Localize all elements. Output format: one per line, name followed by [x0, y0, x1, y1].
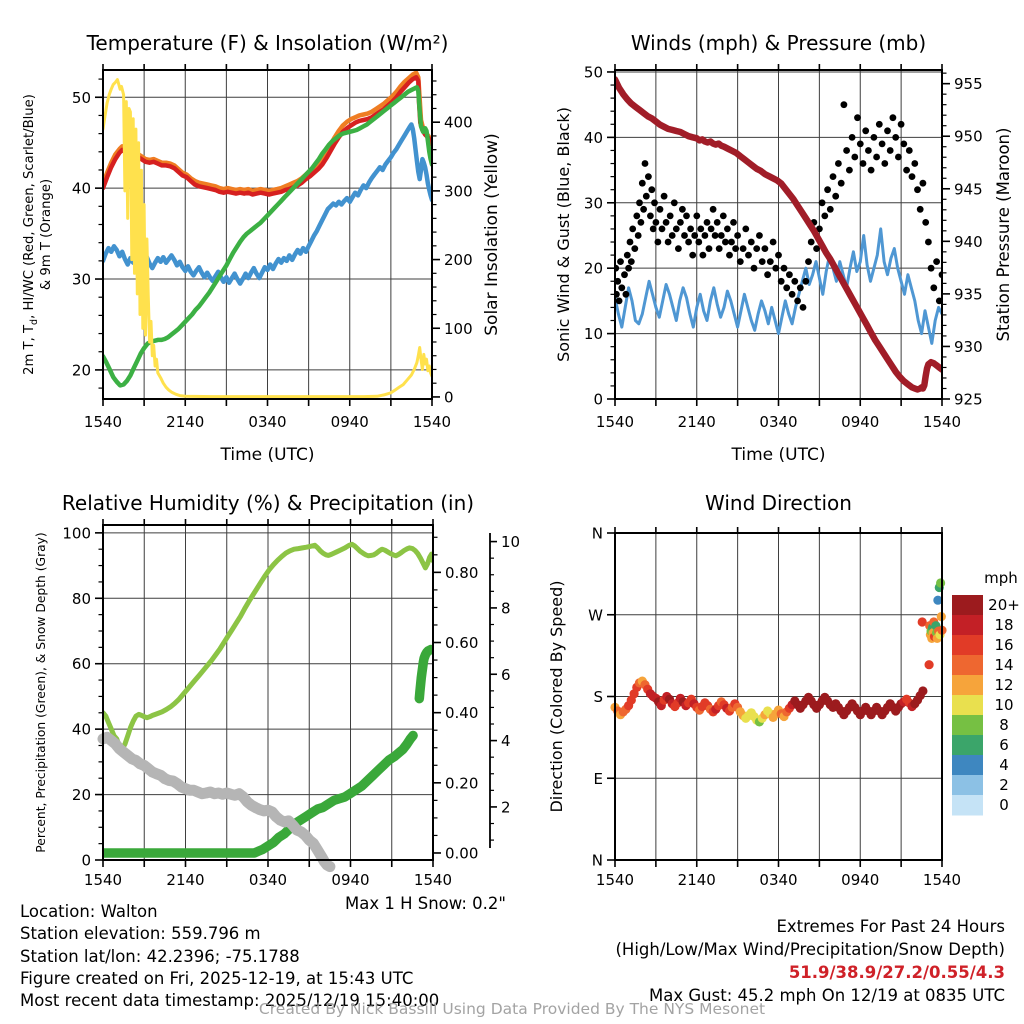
svg-text:40: 40: [583, 128, 603, 147]
svg-text:50: 50: [583, 63, 603, 82]
svg-text:100: 100: [444, 319, 473, 338]
data-timestamp-line: Most recent data timestamp: 2025/12/19 15:40:00: [20, 991, 440, 1011]
chart-svg-temp: [0, 0, 512, 480]
extremes-subtitle: (High/Low/Max Wind/Precipitation/Snow Depth): [615, 940, 1005, 959]
svg-text:Station Pressure (Maroon): Station Pressure (Maroon): [994, 127, 1013, 342]
svg-text:1540: 1540: [412, 413, 452, 431]
svg-text:1540: 1540: [922, 871, 962, 889]
svg-text:955: 955: [954, 75, 983, 94]
svg-text:2140: 2140: [166, 413, 205, 431]
svg-text:20: 20: [583, 259, 603, 278]
svg-text:0: 0: [81, 851, 91, 870]
svg-text:0340: 0340: [759, 413, 798, 431]
max-gust-line: Max Gust: 45.2 mph On 12/19 at 0835 UTC: [649, 986, 1005, 1005]
svg-text:20: 20: [71, 786, 91, 805]
chart-svg-wind: [512, 0, 1024, 480]
station-info-block: [20, 901, 439, 1012]
svg-text:2: 2: [501, 798, 511, 817]
svg-text:1540: 1540: [83, 871, 123, 889]
svg-text:20+: 20+: [988, 596, 1020, 614]
extremes-values: 51.9/38.9/27.2/0.55/4.3: [788, 963, 1005, 982]
svg-text:N: N: [591, 851, 603, 870]
figure-created-line: Figure created on Fri, 2025-12-19, at 15:43 UTC: [20, 968, 414, 988]
chart-humidity-precipitation: [0, 480, 520, 905]
svg-text:Solar Insolation (Yellow): Solar Insolation (Yellow): [482, 133, 502, 336]
svg-text:2m T, Td, HI/WC (Red, Green, S: 2m T, $T_d$, HI/WC (Red, Green, Scarlet/Blue): [22, 94, 40, 375]
svg-text:0.40: 0.40: [445, 704, 479, 723]
extremes-title: Extremes For Past 24 Hours: [776, 917, 1005, 936]
elevation-line: Station elevation: 559.796 m: [20, 924, 261, 944]
svg-text:925: 925: [954, 390, 983, 409]
svg-text:40: 40: [71, 179, 91, 198]
latlon-line: Station lat/lon: 42.2396; -75.1788: [20, 946, 300, 966]
svg-text:Time (UTC): Time (UTC): [220, 445, 315, 465]
svg-text:4: 4: [999, 756, 1009, 774]
svg-text:0940: 0940: [841, 871, 880, 889]
svg-text:6: 6: [999, 736, 1009, 754]
svg-text:2140: 2140: [677, 413, 716, 431]
svg-text:10: 10: [501, 533, 520, 552]
svg-text:10: 10: [994, 696, 1014, 714]
chart-temperature-insolation: [0, 0, 512, 480]
svg-text:S: S: [593, 688, 603, 706]
svg-text:12: 12: [994, 676, 1014, 694]
svg-text:Winds (mph) & Pressure (mb): Winds (mph) & Pressure (mb): [630, 31, 927, 55]
svg-text:1540: 1540: [83, 413, 123, 431]
svg-text:935: 935: [954, 285, 983, 304]
svg-text:940: 940: [954, 232, 983, 251]
svg-text:200: 200: [444, 251, 473, 270]
svg-text:0: 0: [999, 796, 1009, 814]
svg-text:300: 300: [444, 182, 473, 201]
svg-text:0.60: 0.60: [445, 634, 479, 653]
svg-text:60: 60: [71, 655, 91, 674]
svg-text:10: 10: [583, 325, 603, 344]
svg-text:Relative Humidity (%) & Precip: Relative Humidity (%) & Precipitation (in): [61, 491, 475, 515]
svg-text:2140: 2140: [677, 871, 716, 889]
svg-text:0940: 0940: [330, 413, 369, 431]
svg-text:930: 930: [954, 337, 983, 356]
svg-text:8: 8: [501, 599, 511, 618]
svg-text:Sonic Wind & Gust (Blue, Black: Sonic Wind & Gust (Blue, Black): [554, 107, 573, 362]
svg-text:0: 0: [444, 388, 454, 407]
svg-text:1540: 1540: [595, 413, 635, 431]
svg-text:W: W: [588, 606, 603, 625]
svg-text:4: 4: [501, 732, 511, 751]
svg-text:2: 2: [999, 776, 1009, 794]
svg-text:950: 950: [954, 127, 983, 146]
svg-text:30: 30: [71, 270, 91, 289]
svg-text:8: 8: [999, 716, 1009, 734]
chart-svg-rh: [0, 480, 520, 905]
svg-text:& 9m T (Orange): & 9m T (Orange): [39, 178, 54, 291]
svg-text:16: 16: [994, 636, 1014, 654]
svg-text:Time (UTC): Time (UTC): [731, 445, 826, 465]
credit-line: Created By Nick Bassill Using Data Provided By The NYS Mesonet: [258, 1000, 766, 1018]
svg-text:6: 6: [501, 665, 511, 684]
svg-text:Wind Direction: Wind Direction: [705, 491, 852, 515]
chart-svg-dir: [512, 480, 1024, 905]
svg-text:0340: 0340: [759, 871, 798, 889]
chart-winds-pressure: [512, 0, 1024, 480]
svg-text:0340: 0340: [248, 413, 287, 431]
svg-text:0940: 0940: [331, 871, 370, 889]
svg-text:N: N: [591, 524, 603, 543]
svg-text:Temperature (F) & Insolation (: Temperature (F) & Insolation (W/m²): [86, 31, 449, 55]
svg-text:0: 0: [593, 390, 603, 409]
svg-text:1540: 1540: [922, 413, 962, 431]
svg-text:30: 30: [583, 194, 603, 213]
svg-text:E: E: [593, 769, 603, 788]
svg-text:100: 100: [62, 524, 91, 543]
svg-text:20: 20: [71, 361, 91, 380]
svg-text:14: 14: [994, 656, 1014, 674]
svg-text:50: 50: [71, 88, 91, 107]
svg-text:mph: mph: [984, 569, 1018, 587]
svg-text:1540: 1540: [595, 871, 635, 889]
svg-text:1540: 1540: [413, 871, 453, 889]
svg-text:Percent, Precipitation (Green): Percent, Precipitation (Green), & Snow Depth (Gray): [34, 532, 48, 853]
svg-text:945: 945: [954, 180, 983, 199]
max-snow-note: Max 1 H Snow: 0.2": [344, 894, 506, 913]
svg-text:0340: 0340: [248, 871, 288, 889]
svg-text:40: 40: [71, 720, 91, 739]
svg-text:0940: 0940: [841, 413, 880, 431]
svg-text:Direction (Colored By Speed): Direction (Colored By Speed): [547, 580, 566, 813]
svg-text:0.00: 0.00: [445, 844, 479, 863]
svg-text:0.20: 0.20: [445, 774, 479, 793]
svg-text:18: 18: [994, 616, 1014, 634]
svg-text:2140: 2140: [166, 871, 205, 889]
svg-text:400: 400: [444, 113, 473, 132]
location-line: Location: Walton: [20, 902, 158, 921]
extremes-block: [615, 915, 1005, 1007]
svg-text:80: 80: [71, 589, 91, 608]
svg-text:0.80: 0.80: [445, 563, 479, 582]
chart-wind-direction: [512, 480, 1024, 905]
